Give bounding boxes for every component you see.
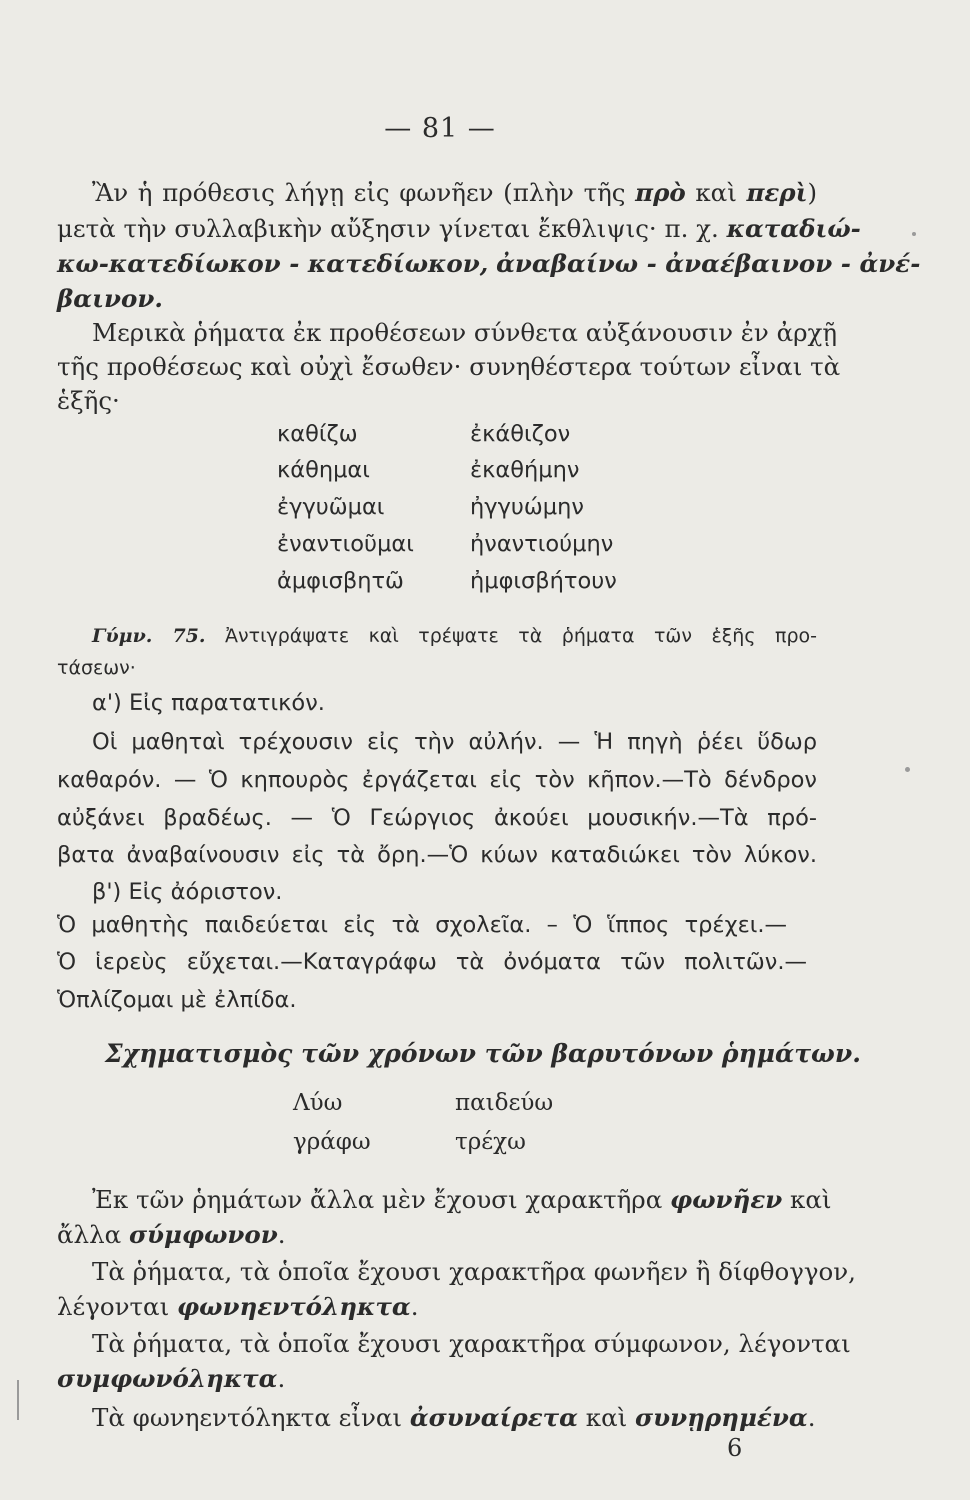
exercise-b-line3: Ὁπλίζομαι μὲ ἐλπίδα. bbox=[57, 987, 297, 1013]
verb-present-4: ἐναντιοῦμαι bbox=[277, 531, 414, 557]
verb-past-1: ἐκάθιζον bbox=[470, 421, 571, 447]
exercise-line1: Γύμν. 75. Ἀντιγράψατε καὶ τρέψατε τὰ ῥήματα τῶν ἑξῆς προ- bbox=[92, 625, 817, 647]
verb-past-5: ἠμφισβήτουν bbox=[470, 568, 617, 594]
verb-past-3: ἠγγυώμην bbox=[470, 494, 584, 520]
para5-line2: συμφωνόληκτα. bbox=[57, 1364, 286, 1393]
para3-line2: ἄλλα σύμφωνον. bbox=[57, 1220, 286, 1249]
para4-line2: λέγονται φωνηεντόληκτα. bbox=[57, 1292, 419, 1321]
exercise-b-line2: Ὁ ἱερεὺς εὔχεται.—Καταγράφω τὰ ὀνόματα τῶν πολιτῶν.— bbox=[57, 949, 807, 975]
exercise-line2: τάσεων· bbox=[57, 657, 136, 679]
section-title: Σχηματισμὸς τῶν χρόνων τῶν βαρυτόνων ῥημάτων. bbox=[105, 1039, 861, 1068]
para1-line1: Ἂν ἡ πρόθεσις λήγῃ εἰς φωνῆεν (πλὴν τῆς πρὸ καὶ περὶ) bbox=[92, 178, 817, 207]
exercise-b-line1: Ὁ μαθητὴς παιδεύεται εἰς τὰ σχολεῖα. – Ὁ ἵππος τρέχει.— bbox=[57, 912, 787, 938]
para1-line2: μετὰ τὴν συλλαβικὴν αὔξησιν γίνεται ἔκθλιψις· π. χ. καταδιώ- bbox=[57, 214, 861, 243]
exercise-a-line4: βατα ἀναβαίνουσιν εἰς τὰ ὄρη.—Ὁ κύων καταδιώκει τὸν λύκον. bbox=[57, 842, 817, 868]
signature-mark: 6 bbox=[727, 1434, 743, 1462]
verb-present-1: καθίζω bbox=[277, 421, 358, 447]
verb-present-5: ἀμφισβητῶ bbox=[277, 568, 404, 594]
para3-line1: Ἐκ τῶν ῥημάτων ἄλλα μὲν ἔχουσι χαρακτῆρα φωνῆεν καὶ bbox=[92, 1185, 832, 1214]
para1-line3: κω-κατεδίωκον - κατεδίωκον, ἀναβαίνω - ἀναέβαινον - ἀνέ- bbox=[57, 249, 921, 278]
para2-line3: ἑξῆς· bbox=[57, 386, 120, 415]
verb-present-2: κάθημαι bbox=[277, 457, 370, 483]
scan-speck bbox=[912, 232, 916, 236]
exercise-b-heading: β') Εἰς ἀόριστον. bbox=[92, 879, 283, 905]
exercise-a-heading: α') Εἰς παρατατικόν. bbox=[92, 690, 325, 716]
para2-line1: Μερικὰ ῥήματα ἐκ προθέσεων σύνθετα αὐξάνουσιν ἐν ἀρχῇ bbox=[92, 318, 838, 347]
exercise-a-line2: καθαρόν. — Ὁ κηπουρὸς ἐργάζεται εἰς τὸν κῆπον.—Τὸ δένδρον bbox=[57, 767, 817, 793]
para6-line1: Τὰ φωνηεντόληκτα εἶναι ἀσυναίρετα καὶ συνῃρημένα. bbox=[92, 1403, 816, 1432]
para1-line4: βαινον. bbox=[57, 284, 163, 313]
para5-line1: Τὰ ῥήματα, τὰ ὁποῖα ἔχουσι χαρακτῆρα σύμφωνον, λέγονται bbox=[92, 1329, 851, 1358]
example-1-1: Λύω bbox=[293, 1090, 343, 1116]
para2-line2: τῆς προθέσεως καὶ οὐχὶ ἔσωθεν· συνηθέστερα τούτων εἶναι τὰ bbox=[57, 352, 841, 381]
verb-present-3: ἐγγυῶμαι bbox=[277, 494, 385, 520]
para4-line1: Τὰ ῥήματα, τὰ ὁποῖα ἔχουσι χαρακτῆρα φωνῆεν ἢ δίφθογγον, bbox=[92, 1257, 856, 1286]
example-2-1: γράφω bbox=[293, 1129, 371, 1155]
exercise-a-line1: Οἱ μαθηταὶ τρέχουσιν εἰς τὴν αὐλήν. — Ἡ πηγὴ ῥέει ὕδωρ bbox=[92, 729, 817, 755]
example-2-2: τρέχω bbox=[455, 1129, 526, 1155]
verb-past-4: ἠναντιούμην bbox=[470, 531, 614, 557]
exercise-a-line3: αὐξάνει βραδέως. — Ὁ Γεώργιος ἀκούει μουσικήν.—Τὰ πρό- bbox=[57, 805, 817, 831]
scan-speck bbox=[905, 767, 910, 772]
page-number: — 81 — bbox=[384, 113, 496, 144]
exercise-label: Γύμν. 75. bbox=[92, 625, 206, 647]
scan-edge-mark bbox=[17, 1380, 19, 1420]
verb-past-2: ἐκαθήμην bbox=[470, 457, 580, 483]
example-1-2: παιδεύω bbox=[455, 1090, 554, 1116]
